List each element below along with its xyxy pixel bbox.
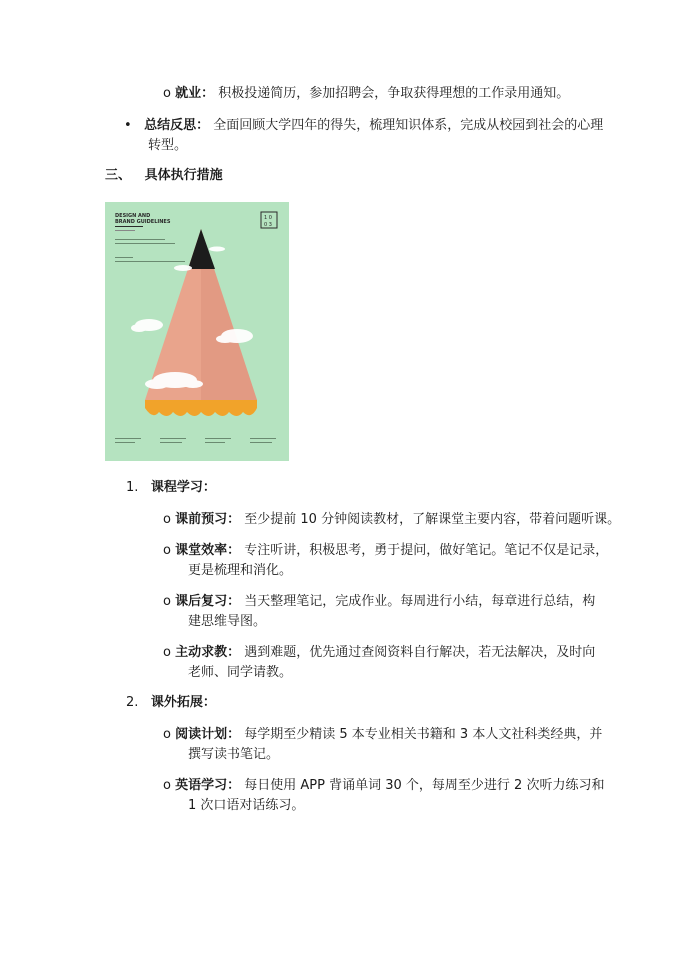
- item-text: 每日使用 APP 背诵单词 30 个，每周至少进行 2 次听力练习和: [244, 778, 605, 793]
- summary-text-line2: 转型。: [148, 138, 188, 153]
- list1-number: 1.: [126, 480, 139, 495]
- item-text-cont: 建思维导图。: [188, 614, 267, 629]
- poster-title-2: BRAND GUIDELINES: [115, 219, 171, 225]
- list2-heading: [126, 693, 216, 713]
- item-label: 主动求教：: [175, 645, 241, 660]
- item-text: 专注听讲，积极思考，勇于提问，做好笔记。笔记不仅是记录，: [244, 543, 609, 558]
- list1-item-2: [163, 592, 595, 612]
- bullet-circle: o: [163, 543, 171, 558]
- bullet-circle: o: [163, 512, 171, 527]
- badge-top: 1 0: [264, 215, 272, 221]
- summary-text-line1: 全面回顾大学四年的得失，梳理知识体系，完成从校园到社会的心理: [213, 118, 604, 133]
- list1-item-0: [163, 510, 620, 530]
- bullet-circle: o: [163, 778, 171, 793]
- section-title: 具体执行措施: [144, 168, 223, 183]
- item-text: 每学期至少精读 5 本专业相关书籍和 3 本人文社科类经典，并: [244, 727, 603, 742]
- list2-item-0: [163, 725, 602, 745]
- item-text: 遇到难题，优先通过查阅资料自行解决，若无法解决，及时向: [244, 645, 596, 660]
- bullet-circle: o: [163, 645, 171, 660]
- list2-number: 2.: [126, 695, 139, 710]
- pencil-illustration: [105, 202, 289, 461]
- employment-label: 就业：: [175, 86, 215, 101]
- employment-item: [163, 84, 569, 104]
- bullet-dot: •: [124, 118, 132, 133]
- item-label: 课前预习：: [175, 512, 241, 527]
- item-text-cont: 更是梳理和消化。: [188, 563, 293, 578]
- list1-title: 课程学习：: [150, 480, 216, 495]
- poster-image: [105, 202, 289, 461]
- poster-title-1: DESIGN AND: [115, 213, 151, 219]
- section-heading: [105, 166, 223, 186]
- list2-item-1: [163, 776, 604, 796]
- item-text: 至少提前 10 分钟阅读教材，了解课堂主要内容，带着问题听课。: [244, 512, 621, 527]
- summary-item: [124, 116, 603, 136]
- bullet-circle: o: [163, 594, 171, 609]
- bullet-circle: o: [163, 86, 171, 101]
- bullet-circle: o: [163, 727, 171, 742]
- summary-label: 总结反思：: [144, 118, 210, 133]
- list1-item-1: [163, 541, 608, 561]
- item-text-cont: 老师、同学请教。: [188, 665, 293, 680]
- section-number: 三、: [105, 168, 132, 183]
- list1-item-3: [163, 643, 595, 663]
- list1-heading: [126, 478, 216, 498]
- item-label: 英语学习：: [175, 778, 241, 793]
- list2-title: 课外拓展：: [150, 695, 216, 710]
- item-text-cont: 1 次口语对话练习。: [188, 798, 305, 813]
- item-label: 课堂效率：: [175, 543, 241, 558]
- item-label: 阅读计划：: [175, 727, 241, 742]
- item-text-cont: 撰写读书笔记。: [188, 747, 280, 762]
- item-label: 课后复习：: [175, 594, 241, 609]
- item-text: 当天整理笔记，完成作业。每周进行小结，每章进行总结，构: [244, 594, 596, 609]
- badge-bottom: 0 3: [264, 222, 272, 228]
- employment-text: 积极投递简历，参加招聘会，争取获得理想的工作录用通知。: [218, 86, 570, 101]
